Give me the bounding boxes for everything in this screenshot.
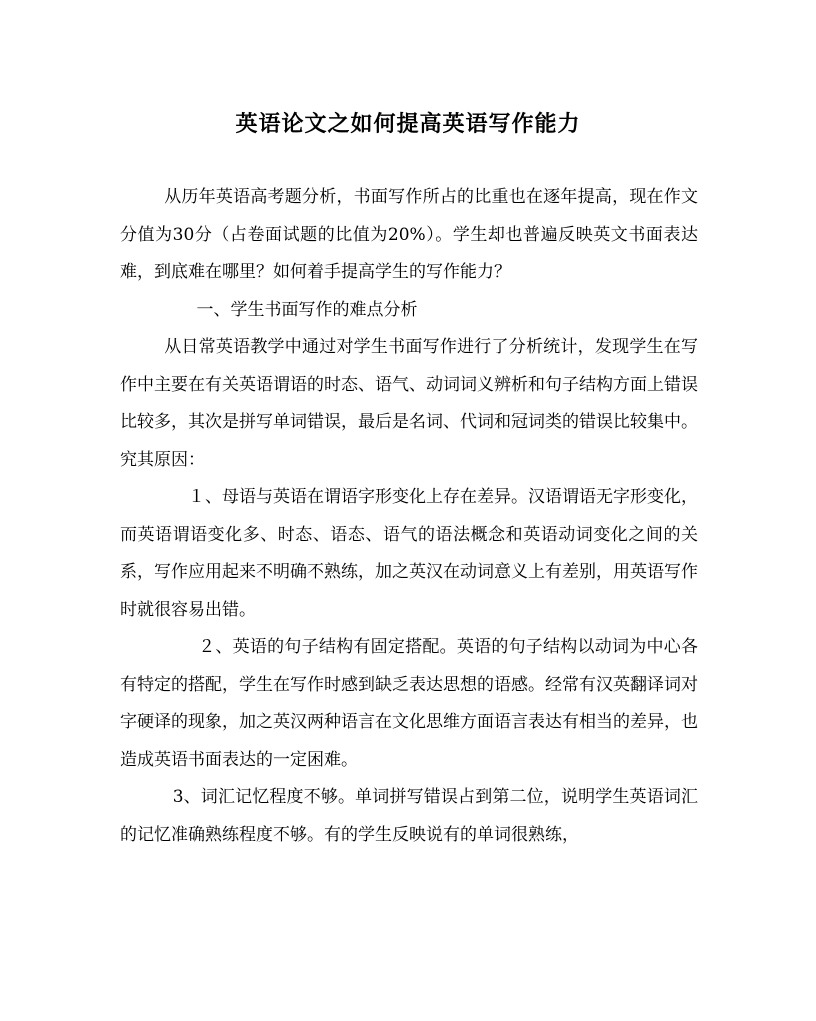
paragraph-analysis: 从日常英语教学中通过对学生书面写作进行了分析统计，发现学生在写作中主要在有关英语谓语的时态、语气、动词词义辨析和句子结构方面上错误比较多，其次是拼写单词错误，最后是名词、代词和冠词类的错误比较集中。究其原因： <box>120 337 698 470</box>
section-heading-difficulty-analysis: 一、学生书面写作的难点分析 <box>196 299 418 320</box>
paragraph-point-3: 3、词汇记忆程度不够。单词拼写错误占到第二位，说明学生英语词汇的记忆准确熟练程度不够。有的学生反映说有的单词很熟练， <box>120 787 698 845</box>
document-title: 英语论文之如何提高英语写作能力 <box>235 111 581 137</box>
paragraph-point-2: ２、英语的句子结构有固定搭配。英语的句子结构以动词为中心各有特定的搭配，学生在写作时感到缺乏表达思想的语感。经常有汉英翻译词对字硬译的现象，加之英汉两种语言在文化思维方面语言表达有相当的差异，也造成英语书面表达的一定困难。 <box>120 637 698 770</box>
document-body <box>120 179 698 854</box>
paragraph-intro: 从历年英语高考题分析，书面写作所占的比重也在逐年提高，现在作文分值为30分（占卷面试题的比值为20%）。学生却也普遍反映英文书面表达难，到底难在哪里？如何着手提高学生的写作能力？ <box>120 187 698 282</box>
paragraph-point-1: １、母语与英语在谓语字形变化上存在差异。汉语谓语无字形变化，而英语谓语变化多、时态、语态、语气的语法概念和英语动词变化之间的关系，写作应用起来不明确不熟练，加之英汉在动词意义上有差别，用英语写作时就很容易出错。 <box>120 487 698 620</box>
